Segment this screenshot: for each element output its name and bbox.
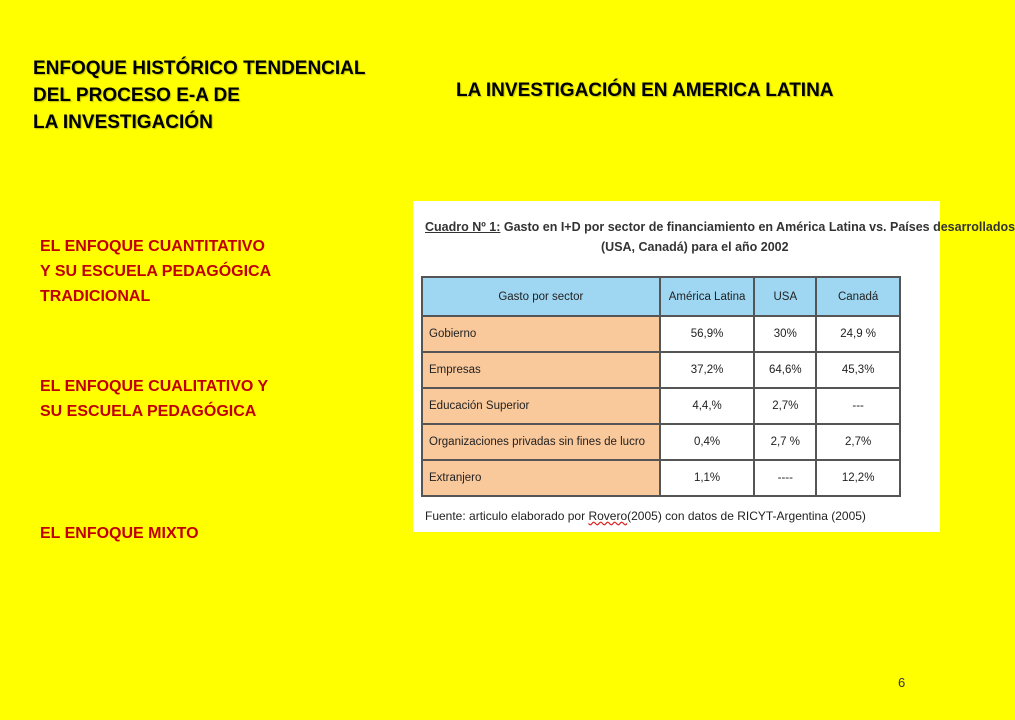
topic-line: EL ENFOQUE CUALITATIVO Y [40, 378, 269, 395]
value-cell: 2,7% [816, 424, 900, 460]
header-usa: USA [754, 277, 816, 316]
value-cell: 37,2% [660, 352, 755, 388]
spending-table [421, 276, 901, 497]
value-cell: 24,9 % [816, 316, 900, 352]
table-row [422, 316, 900, 352]
table-row [422, 460, 900, 496]
source-suffix: (2005) con datos de RICYT-Argentina (2005) [627, 509, 866, 523]
sector-cell: Organizaciones privadas sin fines de lucro [422, 424, 660, 460]
value-cell: 64,6% [754, 352, 816, 388]
caption-text: Gasto en I+D por sector de financiamiento en América Latina vs. Países desarrollados [500, 220, 1015, 234]
value-cell: 45,3% [816, 352, 900, 388]
value-cell: 1,1% [660, 460, 755, 496]
page-number: 6 [898, 675, 906, 690]
sector-cell: Extranjero [422, 460, 660, 496]
title-line: ENFOQUE HISTÓRICO TENDENCIAL [33, 58, 366, 79]
table-source [425, 509, 866, 523]
topic-line: SU ESCUELA PEDAGÓGICA [40, 403, 257, 420]
value-cell: 12,2% [816, 460, 900, 496]
value-cell: 2,7% [754, 388, 816, 424]
slide-title [33, 55, 433, 136]
topic-mixed [40, 521, 340, 546]
title-line: LA INVESTIGACIÓN [33, 112, 213, 133]
header-canada: Canadá [816, 277, 900, 316]
topic-qualitative [40, 374, 340, 424]
section-title: LA INVESTIGACIÓN EN AMERICA LATINA [456, 80, 834, 101]
topic-line: Y SU ESCUELA PEDAGÓGICA [40, 263, 272, 280]
topic-line: EL ENFOQUE MIXTO [40, 525, 199, 542]
caption-line-2: (USA, Canadá) para el año 2002 [601, 240, 789, 254]
topic-quantitative [40, 234, 340, 309]
table-image [413, 201, 1015, 532]
value-cell: --- [816, 388, 900, 424]
table-row [422, 424, 900, 460]
value-cell: 30% [754, 316, 816, 352]
source-author: Rovero [588, 509, 628, 523]
value-cell: 4,4,% [660, 388, 755, 424]
caption-label: Cuadro Nº 1: [425, 220, 501, 234]
table-row [422, 388, 900, 424]
header-latin-america: América Latina [660, 277, 755, 316]
value-cell: ---- [754, 460, 816, 496]
header-sector: Gasto por sector [422, 277, 660, 316]
sector-cell: Gobierno [422, 316, 660, 352]
title-line: DEL PROCESO E-A DE [33, 85, 240, 106]
table-caption [425, 217, 1015, 257]
value-cell: 0,4% [660, 424, 755, 460]
sector-cell: Educación Superior [422, 388, 660, 424]
table-header-row [422, 277, 900, 316]
table-row [422, 352, 900, 388]
source-prefix: Fuente: articulo elaborado por [425, 509, 589, 523]
sector-cell: Empresas [422, 352, 660, 388]
caption-line-1 [425, 217, 1015, 237]
topic-line: TRADICIONAL [40, 288, 151, 305]
value-cell: 56,9% [660, 316, 755, 352]
value-cell: 2,7 % [754, 424, 816, 460]
topic-line: EL ENFOQUE CUANTITATIVO [40, 238, 265, 255]
